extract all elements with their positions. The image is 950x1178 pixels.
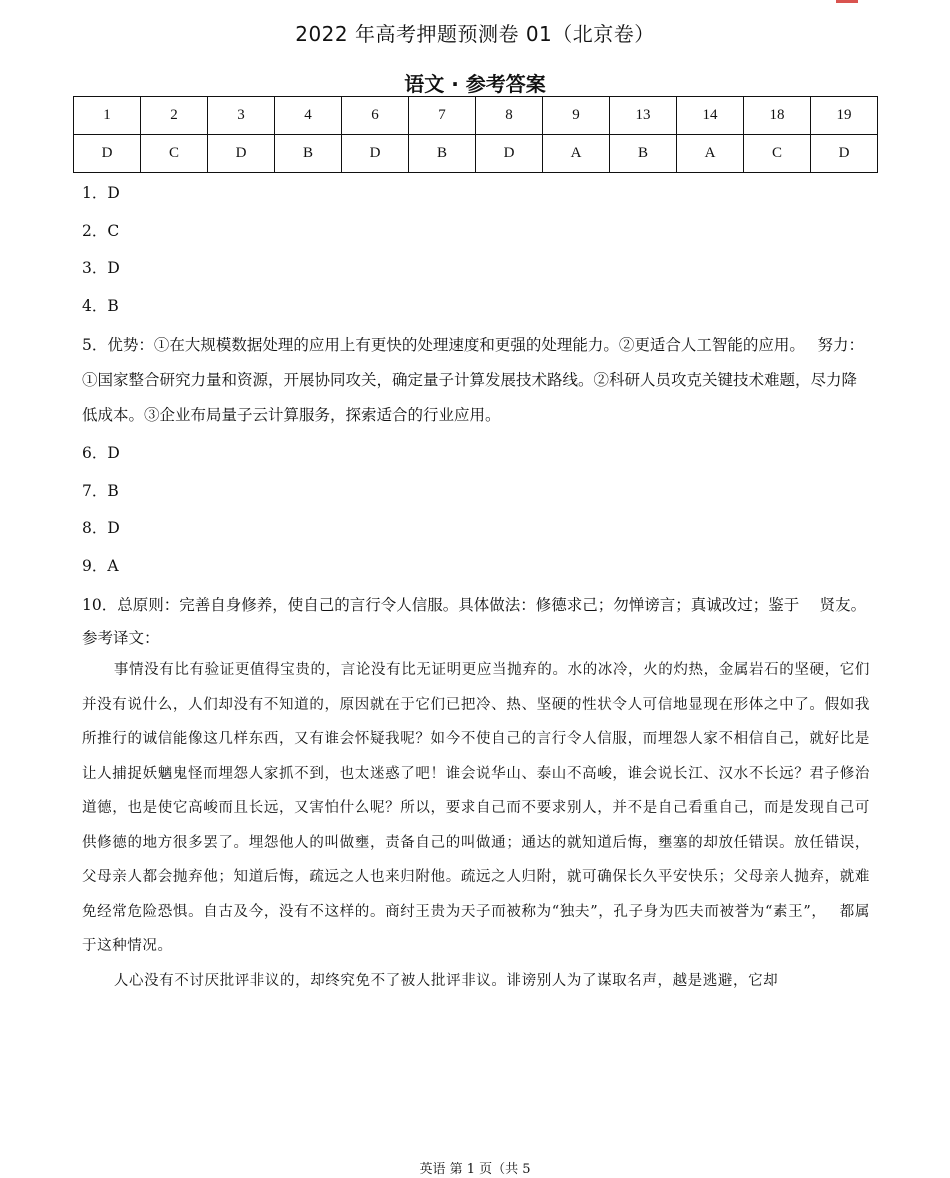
question-number-cell: 4 [275, 97, 342, 135]
answer-table-answer-row [74, 135, 878, 173]
answer-cell: D [342, 135, 409, 173]
answer-cell: C [744, 135, 811, 173]
answer-item-9: 9．A [82, 556, 119, 575]
page-footer: 英语 第 1 页（共 5 [419, 1162, 531, 1177]
answer-table [73, 96, 878, 173]
answer-item-3: 3．D [82, 259, 120, 277]
answer-cell: D [476, 135, 543, 173]
answer-cell: A [677, 135, 744, 173]
answer-item-6: 6．D [82, 444, 120, 462]
answer-cell: B [610, 135, 677, 173]
answer-cell: D [811, 135, 878, 173]
question-number-cell: 3 [208, 97, 275, 135]
question-number-cell: 18 [744, 97, 811, 135]
answer-content [82, 178, 870, 998]
document-subtitle: 语文 · 参考答案 [404, 72, 546, 96]
answer-item-8: 8．D [82, 519, 120, 537]
translation-paragraph-1: 事情没有比有验证更值得宝贵的，言论没有比无证明更应当抛弃的。水的冰冷，火的灼热，金属岩石的坚硬，它们并没有说什么，人们却没有不知道的，原因就在于它们已把冷、热、坚硬的性状令人可信地显现在形体之中了。假如我所推行的诚信能像这几样东西，又有谁会怀疑我呢？如今不使自己的言行令人信服，而埋怨人家不相信自己，就好比是让人捕捉妖魑鬼怪而埋怨人家抓不到，也太迷惑了吧！谁会说华山、泰山不高峻，谁会说长江、汉水不长远？君子修治道德，也是使它高峻而且长远，又害怕什么呢？所以，要求自己而不要求别人，并不是自己看重自己，而是发现自己可供修德的地方很多罢了。埋怨他人的叫做壅，责备自己的叫做通；通达的就知道后悔，壅塞的却放任错误。放任错误，父母亲人都会抛弃他；知道后悔，疏远之人也来归附他。疏远之人归附，就可确保长久平安快乐；父母亲人抛弃，就难免经常危险恐惧。自古及今，没有不这样的。商纣王贵为天子而被称为“独夫”，孔子身为匹夫而被誉为“素王”， 都属于这种情况。 [82, 662, 870, 954]
question-number-cell: 13 [610, 97, 677, 135]
question-number-cell: 14 [677, 97, 744, 135]
answer-cell: A [543, 135, 610, 173]
question-number-cell: 7 [409, 97, 476, 135]
answer-item-2: 2．C [82, 221, 120, 240]
answer-item-5: 5．优势：①在大规模数据处理的应用上有更快的处理速度和更强的处理能力。②更适合人工智能的应用。 努力：①国家整合研究力量和资源，开展协同攻关，确定量子计算发展技术路线。②科研人员攻克关键技术难题，尽力降低成本。③企业布局量子云计算服务，探索适合的行业应用。 [82, 336, 865, 424]
answer-cell: B [275, 135, 342, 173]
question-number-cell: 8 [476, 97, 543, 135]
answer-item-4: 4．B [82, 296, 119, 315]
translation-paragraph-2: 人心没有不讨厌批评非议的，却终究免不了被人批评非议。诽谤别人为了谋取名声，越是逃避，它却 [113, 972, 779, 989]
answer-cell: D [208, 135, 275, 173]
answer-cell: B [409, 135, 476, 173]
answer-cell: D [74, 135, 141, 173]
question-number-cell: 19 [811, 97, 878, 135]
question-number-cell: 9 [543, 97, 610, 135]
corner-mark [836, 0, 858, 3]
answer-cell: C [141, 135, 208, 173]
document-title: 2022 年高考押题预测卷 01（北京卷） [295, 22, 655, 46]
answer-item-10: 10．总原则：完善自身修养，使自己的言行令人信服。具体做法：修德求己；勿惮谤言；真诚改过；鉴于 贤友。 [82, 596, 867, 614]
answer-item-1: 1．D [82, 184, 120, 202]
question-number-cell: 2 [141, 97, 208, 135]
translation-label: 参考译文： [82, 629, 160, 647]
question-number-cell: 6 [342, 97, 409, 135]
answer-item-7: 7．B [82, 481, 119, 500]
question-number-cell: 1 [74, 97, 141, 135]
answer-table-question-row [74, 97, 878, 135]
